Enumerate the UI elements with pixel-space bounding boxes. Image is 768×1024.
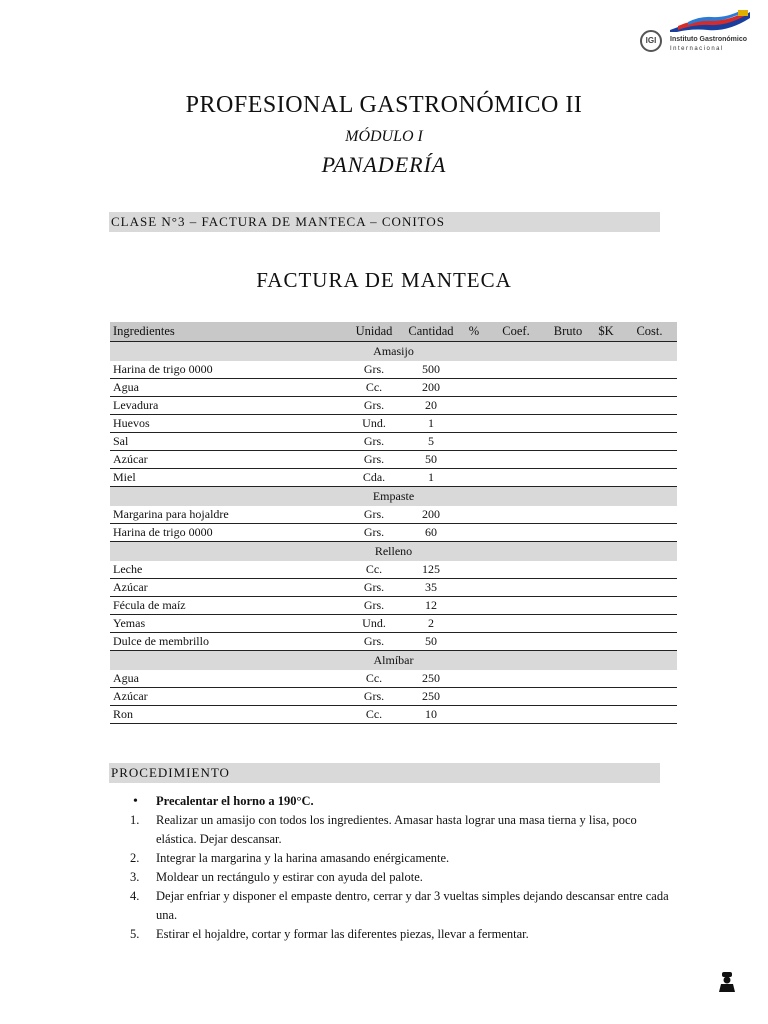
ingredient-cell: Agua bbox=[110, 379, 348, 397]
group-label: Empaste bbox=[110, 487, 677, 506]
percent-cell bbox=[462, 524, 486, 542]
group-row bbox=[110, 342, 677, 361]
cost-k-cell bbox=[590, 670, 622, 688]
col-coef: Coef. bbox=[486, 322, 546, 342]
coef-cell bbox=[486, 633, 546, 651]
table-header-row bbox=[110, 322, 677, 342]
percent-cell bbox=[462, 706, 486, 724]
logo-line-2: Internacional bbox=[670, 46, 724, 52]
bruto-cell bbox=[546, 597, 590, 615]
quantity-cell: 500 bbox=[400, 361, 462, 379]
cost-cell bbox=[622, 615, 677, 633]
unit-cell: Und. bbox=[348, 415, 400, 433]
col-bruto: Bruto bbox=[546, 322, 590, 342]
cost-cell bbox=[622, 433, 677, 451]
cost-k-cell bbox=[590, 361, 622, 379]
coef-cell bbox=[486, 506, 546, 524]
ingredient-cell: Huevos bbox=[110, 415, 348, 433]
step-text: Moldear un rectángulo y estirar con ayuda del palote. bbox=[156, 870, 423, 884]
bruto-cell bbox=[546, 397, 590, 415]
col-percent: % bbox=[462, 322, 486, 342]
cost-cell bbox=[622, 597, 677, 615]
list-item bbox=[130, 925, 670, 944]
group-label: Almíbar bbox=[110, 651, 677, 670]
bruto-cell bbox=[546, 415, 590, 433]
group-label: Relleno bbox=[110, 542, 677, 561]
cost-k-cell bbox=[590, 397, 622, 415]
percent-cell bbox=[462, 379, 486, 397]
institute-logo bbox=[638, 6, 754, 56]
bruto-cell bbox=[546, 633, 590, 651]
table-row bbox=[110, 561, 677, 579]
table-row bbox=[110, 706, 677, 724]
recipe-table bbox=[110, 322, 677, 724]
unit-cell: Cc. bbox=[348, 670, 400, 688]
bruto-cell bbox=[546, 451, 590, 469]
cost-cell bbox=[622, 706, 677, 724]
unit-cell: Cc. bbox=[348, 561, 400, 579]
percent-cell bbox=[462, 469, 486, 487]
recipe-title: FACTURA DE MANTECA bbox=[256, 268, 512, 292]
table-row bbox=[110, 451, 677, 469]
coef-cell bbox=[486, 670, 546, 688]
quantity-cell: 35 bbox=[400, 579, 462, 597]
unit-cell: Grs. bbox=[348, 506, 400, 524]
table-row bbox=[110, 415, 677, 433]
cost-cell bbox=[622, 579, 677, 597]
bruto-cell bbox=[546, 361, 590, 379]
chef-icon bbox=[718, 972, 736, 992]
unit-cell: Grs. bbox=[348, 397, 400, 415]
cost-k-cell bbox=[590, 615, 622, 633]
bruto-cell bbox=[546, 524, 590, 542]
table-row bbox=[110, 433, 677, 451]
table-row bbox=[110, 469, 677, 487]
bruto-cell bbox=[546, 579, 590, 597]
subject-title: PANADERÍA bbox=[321, 152, 447, 177]
cost-k-cell bbox=[590, 633, 622, 651]
coef-cell bbox=[486, 397, 546, 415]
bruto-cell bbox=[546, 433, 590, 451]
percent-cell bbox=[462, 397, 486, 415]
module-label: MÓDULO I bbox=[345, 128, 423, 145]
step-text: Integrar la margarina y la harina amasando enérgicamente. bbox=[156, 851, 450, 865]
ingredient-cell: Margarina para hojaldre bbox=[110, 506, 348, 524]
cost-cell bbox=[622, 469, 677, 487]
percent-cell bbox=[462, 506, 486, 524]
ingredient-cell: Levadura bbox=[110, 397, 348, 415]
coef-cell bbox=[486, 615, 546, 633]
cost-cell bbox=[622, 415, 677, 433]
cost-cell bbox=[622, 633, 677, 651]
cost-cell bbox=[622, 670, 677, 688]
unit-cell: Grs. bbox=[348, 633, 400, 651]
list-item bbox=[130, 887, 670, 925]
step-marker: 3. bbox=[130, 870, 140, 884]
list-item bbox=[130, 792, 670, 811]
percent-cell bbox=[462, 361, 486, 379]
table-row bbox=[110, 633, 677, 651]
cost-k-cell bbox=[590, 415, 622, 433]
percent-cell bbox=[462, 597, 486, 615]
step-marker: 5. bbox=[130, 927, 140, 941]
recipe-table-body bbox=[110, 342, 677, 724]
cost-k-cell bbox=[590, 688, 622, 706]
ingredient-cell: Azúcar bbox=[110, 579, 348, 597]
ingredient-cell: Leche bbox=[110, 561, 348, 579]
cost-k-cell bbox=[590, 597, 622, 615]
cost-cell bbox=[622, 361, 677, 379]
step-text: Realizar un amasijo con todos los ingredientes. Amasar hasta lograr una masa tierna y lisa, poco elástica. Dejar descansar. bbox=[156, 813, 637, 846]
procedure-list bbox=[130, 792, 670, 944]
percent-cell bbox=[462, 688, 486, 706]
table-row bbox=[110, 361, 677, 379]
quantity-cell: 1 bbox=[400, 469, 462, 487]
bruto-cell bbox=[546, 469, 590, 487]
bruto-cell bbox=[546, 506, 590, 524]
cost-cell bbox=[622, 561, 677, 579]
cost-cell bbox=[622, 688, 677, 706]
unit-cell: Grs. bbox=[348, 361, 400, 379]
quantity-cell: 60 bbox=[400, 524, 462, 542]
coef-cell bbox=[486, 361, 546, 379]
col-ingredientes: Ingredientes bbox=[110, 322, 348, 342]
group-label: Amasijo bbox=[110, 342, 677, 361]
col-unidad: Unidad bbox=[348, 322, 400, 342]
percent-cell bbox=[462, 433, 486, 451]
table-row bbox=[110, 615, 677, 633]
cost-k-cell bbox=[590, 579, 622, 597]
coef-cell bbox=[486, 597, 546, 615]
col-cost-k: $K bbox=[590, 322, 622, 342]
group-row bbox=[110, 651, 677, 670]
table-row bbox=[110, 670, 677, 688]
coef-cell bbox=[486, 561, 546, 579]
coef-cell bbox=[486, 433, 546, 451]
quantity-cell: 250 bbox=[400, 670, 462, 688]
unit-cell: Grs. bbox=[348, 524, 400, 542]
ingredient-cell: Dulce de membrillo bbox=[110, 633, 348, 651]
unit-cell: Grs. bbox=[348, 451, 400, 469]
coef-cell bbox=[486, 469, 546, 487]
coef-cell bbox=[486, 415, 546, 433]
step-marker: 2. bbox=[130, 851, 140, 865]
quantity-cell: 50 bbox=[400, 633, 462, 651]
coef-cell bbox=[486, 579, 546, 597]
unit-cell: Grs. bbox=[348, 433, 400, 451]
percent-cell bbox=[462, 415, 486, 433]
cost-cell bbox=[622, 379, 677, 397]
col-cantidad: Cantidad bbox=[400, 322, 462, 342]
cost-k-cell bbox=[590, 561, 622, 579]
bruto-cell bbox=[546, 670, 590, 688]
quantity-cell: 250 bbox=[400, 688, 462, 706]
cost-k-cell bbox=[590, 706, 622, 724]
table-row bbox=[110, 597, 677, 615]
igi-badge: IGI bbox=[640, 30, 662, 52]
quantity-cell: 10 bbox=[400, 706, 462, 724]
coef-cell bbox=[486, 451, 546, 469]
list-item bbox=[130, 849, 670, 868]
cost-cell bbox=[622, 451, 677, 469]
bruto-cell bbox=[546, 706, 590, 724]
unit-cell: Und. bbox=[348, 615, 400, 633]
unit-cell: Grs. bbox=[348, 688, 400, 706]
step-marker: • bbox=[133, 794, 138, 809]
ingredient-cell: Harina de trigo 0000 bbox=[110, 524, 348, 542]
table-row bbox=[110, 397, 677, 415]
step-marker: 1. bbox=[130, 813, 140, 827]
unit-cell: Cda. bbox=[348, 469, 400, 487]
ingredient-cell: Miel bbox=[110, 469, 348, 487]
bruto-cell bbox=[546, 561, 590, 579]
procedure-band: PROCEDIMIENTO bbox=[109, 763, 660, 783]
percent-cell bbox=[462, 561, 486, 579]
course-title: PROFESIONAL GASTRONÓMICO II bbox=[185, 92, 583, 118]
group-row bbox=[110, 487, 677, 506]
flags-banner-icon bbox=[668, 10, 752, 32]
col-cost: Cost. bbox=[622, 322, 677, 342]
cost-cell bbox=[622, 397, 677, 415]
ingredient-cell: Ron bbox=[110, 706, 348, 724]
table-row bbox=[110, 579, 677, 597]
quantity-cell: 200 bbox=[400, 379, 462, 397]
quantity-cell: 125 bbox=[400, 561, 462, 579]
cost-k-cell bbox=[590, 451, 622, 469]
coef-cell bbox=[486, 706, 546, 724]
cost-cell bbox=[622, 506, 677, 524]
percent-cell bbox=[462, 579, 486, 597]
step-text: Dejar enfriar y disponer el empaste dentro, cerrar y dar 3 vueltas simples dejando descansar entre cada una. bbox=[156, 889, 669, 922]
cost-k-cell bbox=[590, 433, 622, 451]
cost-k-cell bbox=[590, 469, 622, 487]
quantity-cell: 5 bbox=[400, 433, 462, 451]
ingredient-cell: Agua bbox=[110, 670, 348, 688]
percent-cell bbox=[462, 670, 486, 688]
coef-cell bbox=[486, 524, 546, 542]
unit-cell: Cc. bbox=[348, 379, 400, 397]
ingredient-cell: Azúcar bbox=[110, 688, 348, 706]
cost-k-cell bbox=[590, 506, 622, 524]
cost-k-cell bbox=[590, 524, 622, 542]
unit-cell: Grs. bbox=[348, 579, 400, 597]
table-row bbox=[110, 688, 677, 706]
table-row bbox=[110, 379, 677, 397]
quantity-cell: 1 bbox=[400, 415, 462, 433]
unit-cell: Cc. bbox=[348, 706, 400, 724]
unit-cell: Grs. bbox=[348, 597, 400, 615]
bruto-cell bbox=[546, 615, 590, 633]
ingredient-cell: Azúcar bbox=[110, 451, 348, 469]
table-row bbox=[110, 506, 677, 524]
ingredient-cell: Sal bbox=[110, 433, 348, 451]
quantity-cell: 12 bbox=[400, 597, 462, 615]
ingredient-cell: Fécula de maíz bbox=[110, 597, 348, 615]
table-row bbox=[110, 524, 677, 542]
quantity-cell: 200 bbox=[400, 506, 462, 524]
percent-cell bbox=[462, 615, 486, 633]
quantity-cell: 20 bbox=[400, 397, 462, 415]
percent-cell bbox=[462, 451, 486, 469]
step-text: Estirar el hojaldre, cortar y formar las diferentes piezas, llevar a fermentar. bbox=[156, 927, 529, 941]
group-row bbox=[110, 542, 677, 561]
class-band: CLASE N°3 – FACTURA DE MANTECA – CONITOS bbox=[109, 212, 660, 232]
quantity-cell: 50 bbox=[400, 451, 462, 469]
cost-k-cell bbox=[590, 379, 622, 397]
quantity-cell: 2 bbox=[400, 615, 462, 633]
ingredient-cell: Harina de trigo 0000 bbox=[110, 361, 348, 379]
step-text: Precalentar el horno a 190°C. bbox=[156, 794, 314, 808]
cost-cell bbox=[622, 524, 677, 542]
percent-cell bbox=[462, 633, 486, 651]
list-item bbox=[130, 811, 670, 849]
ingredient-cell: Yemas bbox=[110, 615, 348, 633]
bruto-cell bbox=[546, 379, 590, 397]
logo-line-1: Instituto Gastronómico bbox=[670, 36, 747, 43]
list-item bbox=[130, 868, 670, 887]
coef-cell bbox=[486, 688, 546, 706]
step-marker: 4. bbox=[130, 889, 140, 903]
bruto-cell bbox=[546, 688, 590, 706]
coef-cell bbox=[486, 379, 546, 397]
